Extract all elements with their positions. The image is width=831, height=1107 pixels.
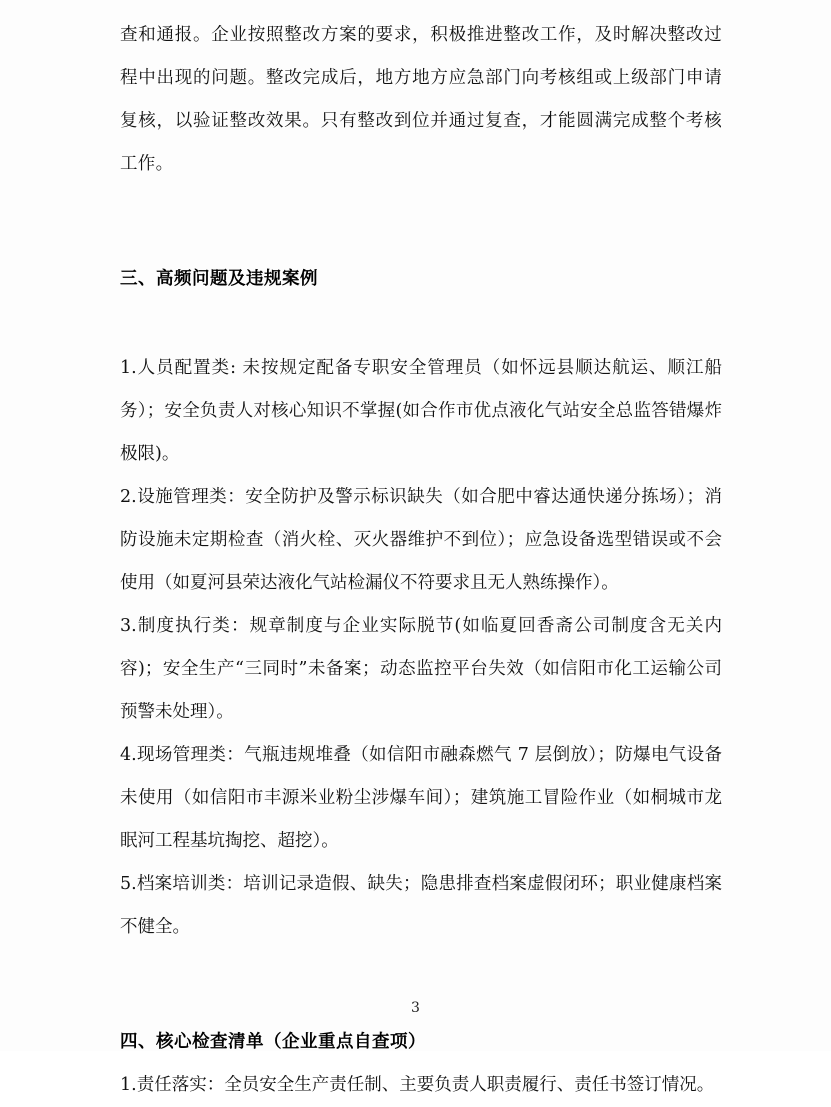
spacer bbox=[120, 186, 722, 258]
document-body bbox=[120, 14, 722, 1107]
list-item-facility-management: 2.设施管理类：安全防护及警示标识缺失（如合肥中睿达通快递分拣场）；消防设施未定期检查（消火栓、灭火器维护不到位）；应急设备选型错误或不会使用（如夏河县荣达液化气站检漏仪不符要求且无人熟练操作）。 bbox=[120, 487, 722, 593]
list-item-responsibility-implementation: 1.责任落实：全员安全生产责任制、主要负责人职责履行、责任书签订情况。 bbox=[120, 1075, 715, 1095]
list-item-personnel-allocation: 1.人员配置类: 未按规定配备专职安全管理员（如怀远县顺达航运、顺江船务）；安全负责人对核心知识不掌握(如合作市优点液化气站安全总监答错爆炸极限)。 bbox=[120, 358, 722, 464]
list-item-site-management: 4.现场管理类：气瓶违规堆叠（如信阳市融森燃气 7 层倒放）；防爆电气设备未使用（如信阳市丰源米业粉尘涉爆车间）；建筑施工冒险作业（如桐城市龙眠河工程基坑掏挖、超挖）。 bbox=[120, 745, 722, 851]
paragraph-rectification-followup: 查和通报。企业按照整改方案的要求，积极推进整改工作，及时解决整改过程中出现的问题。整改完成后，地方地方应急部门向考核组或上级部门申请复核，以验证整改效果。只有整改到位并通过复查，才能圆满完成整个考核工作。 bbox=[120, 25, 722, 174]
spacer bbox=[120, 301, 722, 347]
page-number: 3 bbox=[411, 1000, 420, 1016]
list-item-system-execution: 3.制度执行类：规章制度与企业实际脱节(如临夏回香斋公司制度含无关内容)；安全生产“三同时”未备案；动态监控平台失效（如信阳市化工运输公司预警未处理）。 bbox=[120, 616, 722, 722]
list-item-archive-training: 5.档案培训类：培训记录造假、缺失；隐患排查档案虚假闭环；职业健康档案不健全。 bbox=[120, 874, 722, 937]
heading-section-four: 四、核心检查清单（企业重点自查项） bbox=[120, 1032, 426, 1052]
heading-section-three: 三、高频问题及违规案例 bbox=[120, 269, 318, 289]
